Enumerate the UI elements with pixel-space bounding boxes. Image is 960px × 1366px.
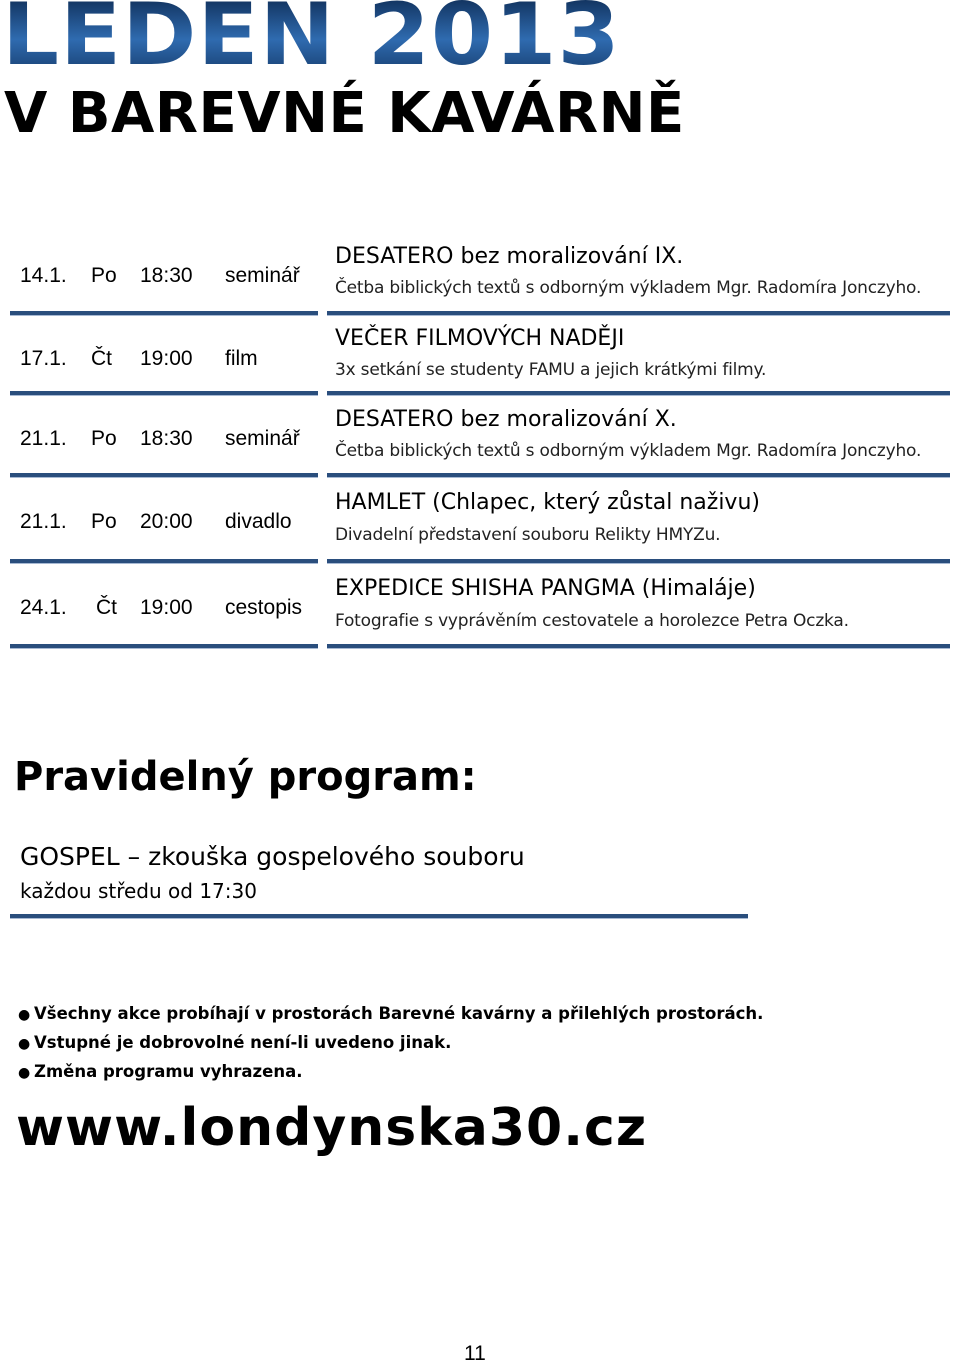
separator: [10, 559, 318, 564]
event-type: seminář: [225, 264, 300, 287]
regular-program-heading: Pravidelný program:: [14, 754, 477, 800]
note-item: [18, 1031, 763, 1060]
event-day: Po: [91, 264, 117, 287]
event-type: cestopis: [225, 596, 303, 619]
bullet-icon: ●: [18, 1065, 31, 1081]
event-description: Fotografie s vyprávěním cestovatele a horolezce Petra Oczka.: [335, 611, 849, 631]
bullet-icon: ●: [18, 1036, 31, 1052]
event-title: HAMLET (Chlapec, který zůstal naživu): [335, 490, 760, 515]
separator: [10, 914, 748, 919]
gospel-schedule: každou středu od 17:30: [20, 879, 257, 903]
event-time: 18:30: [140, 427, 193, 450]
separator: [10, 473, 318, 478]
event-day: Čt: [91, 347, 112, 370]
separator: [327, 391, 950, 396]
event-type: divadlo: [225, 510, 292, 533]
separator: [327, 311, 950, 316]
note-item: [18, 1002, 763, 1031]
event-date: 14.1.: [20, 264, 67, 287]
separator: [10, 391, 318, 396]
website-url: www.londynska30.cz: [16, 1098, 648, 1158]
event-time: 20:00: [140, 510, 193, 533]
event-day: Po: [91, 427, 117, 450]
note-text: Všechny akce probíhají v prostorách Barevné kavárny a přilehlých prostorách.: [34, 1004, 764, 1023]
page-title: LEDEN 2013: [2, 0, 621, 78]
separator: [10, 644, 318, 649]
separator: [327, 473, 950, 478]
event-date: 21.1.: [20, 427, 67, 450]
event-description: 3x setkání se studenty FAMU a jejich krátkými filmy.: [335, 360, 767, 380]
event-type: film: [225, 347, 258, 370]
event-time: 18:30: [140, 264, 193, 287]
notes-list: [18, 1002, 763, 1089]
event-day: Po: [91, 510, 117, 533]
event-type: seminář: [225, 427, 300, 450]
event-title: DESATERO bez moralizování IX.: [335, 244, 684, 269]
page-number: 11: [464, 1342, 486, 1365]
event-description: Četba biblických textů s odborným výkladem Mgr. Radomíra Jonczyho.: [335, 278, 922, 298]
bullet-icon: ●: [18, 1007, 31, 1023]
separator: [327, 644, 950, 649]
event-title: EXPEDICE SHISHA PANGMA (Himaláje): [335, 576, 756, 601]
event-date: 17.1.: [20, 347, 67, 370]
note-item: [18, 1060, 763, 1089]
note-text: Vstupné je dobrovolné není-li uvedeno jinak.: [34, 1033, 452, 1052]
event-time: 19:00: [140, 596, 193, 619]
page-subtitle: V BAREVNÉ KAVÁRNĚ: [4, 81, 685, 146]
separator: [10, 311, 318, 316]
gospel-title: GOSPEL – zkouška gospelového souboru: [20, 842, 525, 871]
event-description: Četba biblických textů s odborným výkladem Mgr. Radomíra Jonczyho.: [335, 441, 922, 461]
event-day: Čt: [96, 596, 117, 619]
event-time: 19:00: [140, 347, 193, 370]
event-title: DESATERO bez moralizování X.: [335, 407, 677, 432]
note-text: Změna programu vyhrazena.: [34, 1062, 303, 1081]
separator: [327, 559, 950, 564]
event-date: 24.1.: [20, 596, 67, 619]
event-description: Divadelní představení souboru Relikty HMYZu.: [335, 525, 721, 545]
event-date: 21.1.: [20, 510, 67, 533]
event-title: VEČER FILMOVÝCH NADĚJI: [335, 326, 625, 351]
